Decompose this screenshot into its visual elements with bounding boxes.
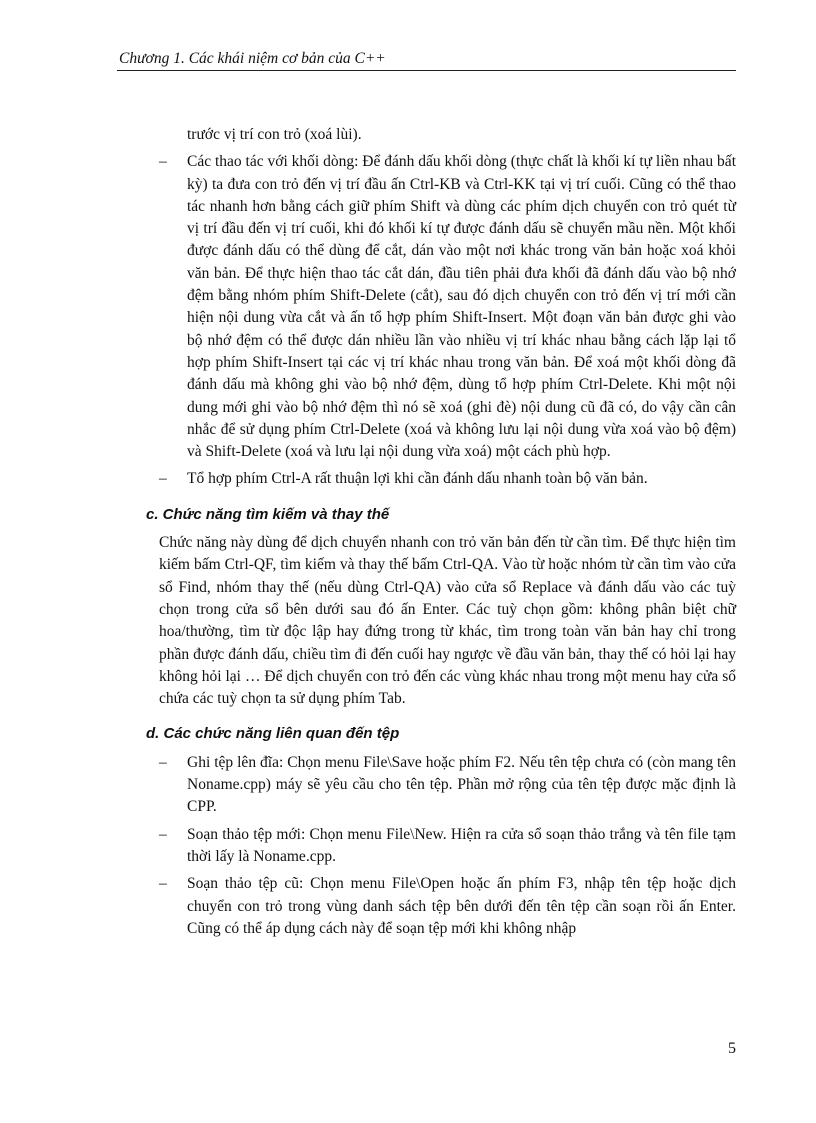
bullet-dash: – [159,875,167,893]
page-number: 5 [728,1040,736,1057]
bullet-item-block-operations [159,151,736,463]
section-heading-d: d. Các chức năng liên quan đến tệp [146,725,400,743]
bullet-dash: – [159,470,167,488]
bullet-text: Soạn thảo tệp mới: Chọn menu File\New. Hiện ra cửa sổ soạn thảo trắng và tên file tạm thời lấy là Noname.cpp. [187,825,736,865]
bullet-item-save [159,752,736,819]
bullet-item-ctrl-a [159,468,736,490]
section-heading-c: c. Chức năng tìm kiếm và thay thế [146,505,390,523]
bullet-dash: – [159,153,167,171]
bullet-text: Tổ hợp phím Ctrl-A rất thuận lợi khi cần đánh dấu nhanh toàn bộ văn bản. [187,470,648,488]
bullet-dash: – [159,825,167,843]
page-body [146,124,736,940]
running-header: Chương 1. Các khái niệm cơ bản của C++ [119,50,386,67]
header-rule [117,70,736,71]
paragraph-find-replace: Chức năng này dùng để dịch chuyển nhanh con trỏ văn bản đến từ cần tìm. Để thực hiện tìm kiếm bấm Ctrl-QF, tìm kiếm và thay thế bấm Ctrl-QA. Vào từ hoặc nhóm từ cần tìm vào cửa sổ Find, nhóm thay thế (nếu dùng Ctrl-QA) vào cửa sổ Replace và đánh dấu vào các tuỳ chọn trong cửa sổ bên dưới sau đó ấn Enter. Các tuỳ chọn gồm: không phân biệt chữ hoa/thường, tìm từ độc lập hay đứng trong từ khác, tìm trong toàn văn bản hay chỉ trong phần được đánh dấu, chiều tìm đi đến cuối hay ngược về đầu văn bản, thay thế có hỏi lại hay không hỏi lại … Để dịch chuyển con trỏ đến các vùng khác nhau trong một menu hay cửa sổ chứa các tuỳ chọn ta sử dụng phím Tab. [159,534,736,708]
continued-paragraph: trước vị trí con trỏ (xoá lùi). [187,126,362,143]
bullet-text: Các thao tác với khối dòng: Để đánh dấu khối dòng (thực chất là khối kí tự liền nhau bất kỳ) ta đưa con trỏ đến vị trí đầu ấn Ctrl-KB và Ctrl-KK tại vị trí cuối. Cũng có thể thao tác nhanh hơn bằng cách giữ phím Shift và dùng các phím dịch chuyển con trỏ quét từ vị trí đầu đến vị trí cuối, khi đó khối kí tự được đánh dấu sẽ chuyển mầu nền. Một khối được đánh dấu có thể dùng để cắt, dán vào một nơi khác trong văn bản hoặc xoá khỏi văn bản. Để thực hiện thao tác cắt dán, đầu tiên phải đưa khối đã đánh dấu vào bộ nhớ đệm bằng nhóm phím Shift-Delete (cắt), sau đó dịch chuyển con trỏ đến vị trí mới cần hiện nội dung vừa cắt và ấn tổ hợp phím Shift-Insert. Một đoạn văn bản được ghi vào bộ nhớ đệm có thể được dán nhiều lần vào nhiều vị trí khác nhau bằng cách lặp lại tổ hợp phím Shift-Insert tại các vị trí khác nhau trong văn bản. Để xoá một khối dòng đã đánh dấu mà không ghi vào bộ nhớ đệm, dùng tổ hợp phím Ctrl-Delete. Khi một nội dung mới ghi vào bộ nhớ đệm thì nó sẽ xoá (ghi đè) nội dung cũ đã có, do vậy cần cân nhắc để sử dụng phím Ctrl-Delete (xoá và không lưu lại nội dung vừa xoá vào bộ đệm) và Shift-Delete (xoá và lưu lại nội dung vừa xoá) một cách phù hợp. [187,153,736,461]
bullet-text: Ghi tệp lên đĩa: Chọn menu File\Save hoặc phím F2. Nếu tên tệp chưa có (còn mang tên Noname.cpp) máy sẽ yêu cầu cho tên tệp. Phần mở rộng của tên tệp được mặc định là CPP. [187,753,736,816]
bullet-item-new [159,824,736,869]
bullet-item-open [159,873,736,940]
bullet-text: Soạn thảo tệp cũ: Chọn menu File\Open hoặc ấn phím F3, nhập tên tệp hoặc dịch chuyển con trỏ trong vùng danh sách tệp bên dưới đến tên tệp cần soạn rồi ấn Enter. Cũng có thể áp dụng cách này để soạn tệp mới khi không nhập [187,875,736,937]
bullet-dash: – [159,753,167,771]
